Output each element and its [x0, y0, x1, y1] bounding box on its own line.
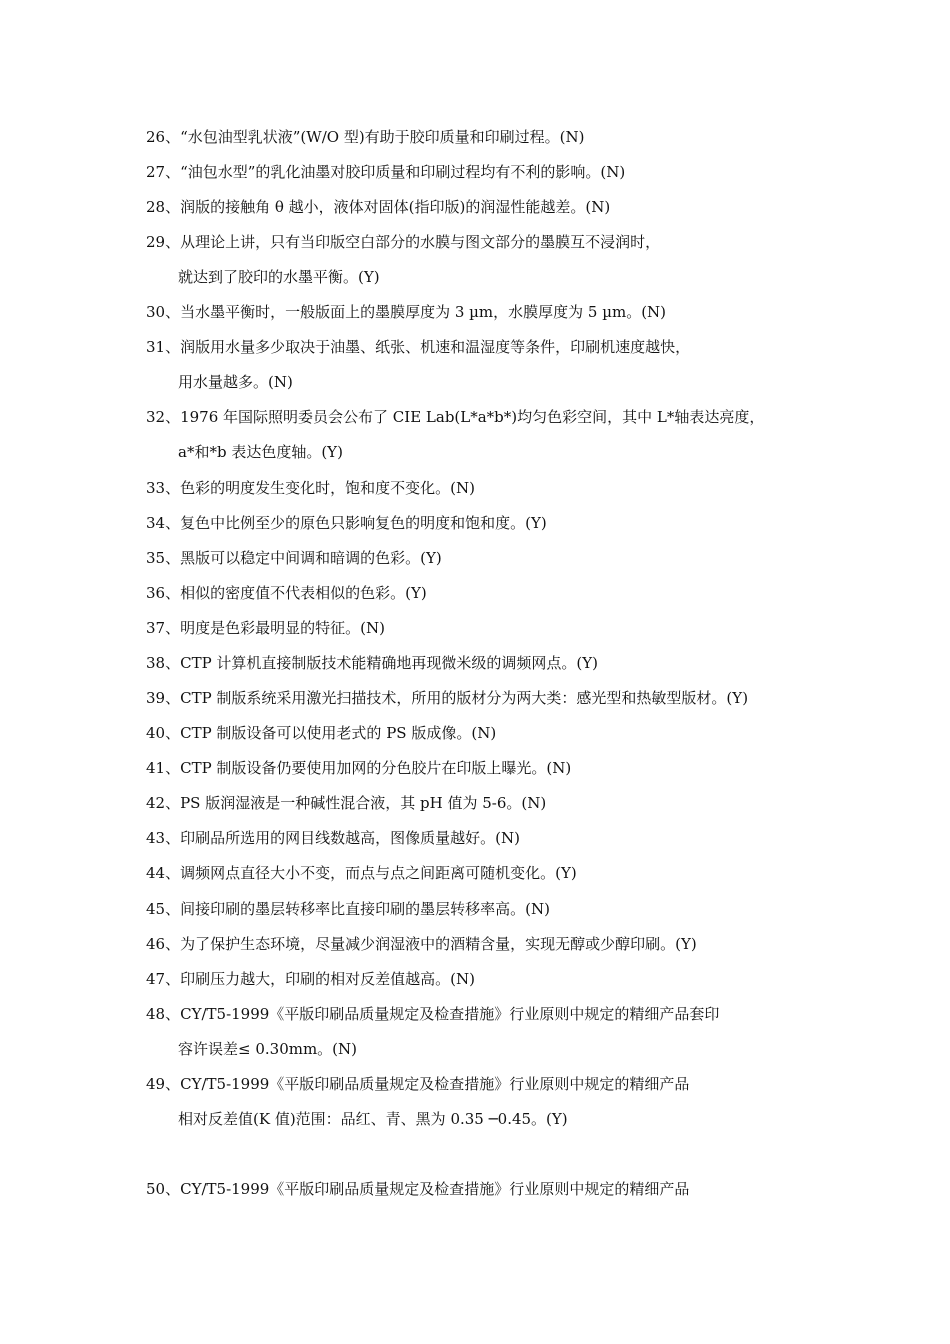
- question-38: 38、CTP 计算机直接制版技术能精确地再现微米级的调频网点。(Y): [146, 654, 599, 672]
- question-42: 42、PS 版润湿液是一种碱性混合液，其 pH 值为 5-6。(N): [146, 794, 547, 812]
- question-40: 40、CTP 制版设备可以使用老式的 PS 版成像。(N): [146, 724, 497, 742]
- question-48: 48、CY/T5-1999《平版印刷品质量规定及检查措施》行业原则中规定的精细产品套印: [146, 1005, 720, 1023]
- question-29: 29、从理论上讲，只有当印版空白部分的水膜与图文部分的墨膜互不浸润时，: [146, 233, 661, 251]
- question-36: 36、相似的密度值不代表相似的色彩。(Y): [146, 584, 427, 602]
- question-34: 34、复色中比例至少的原色只影响复色的明度和饱和度。(Y): [146, 514, 547, 532]
- question-35: 35、黑版可以稳定中间调和暗调的色彩。(Y): [146, 549, 442, 567]
- question-27: 27、“油包水型”的乳化油墨对胶印质量和印刷过程均有不利的影响。(N): [146, 163, 626, 181]
- question-50: 50、CY/T5-1999《平版印刷品质量规定及检查措施》行业原则中规定的精细产品: [146, 1180, 690, 1198]
- question-37: 37、明度是色彩最明显的特征。(N): [146, 619, 385, 637]
- question-33: 33、色彩的明度发生变化时，饱和度不变化。(N): [146, 479, 475, 497]
- question-32: 32、1976 年国际照明委员会公布了 CIE Lab(L*a*b*)均匀色彩空间，其中 L*轴表达亮度，: [146, 408, 765, 426]
- question-47: 47、印刷压力越大，印刷的相对反差值越高。(N): [146, 970, 475, 988]
- question-39: 39、CTP 制版系统采用激光扫描技术，所用的版材分为两大类：感光型和热敏型版材。(Y): [146, 689, 749, 707]
- question-31: 31、润版用水量多少取决于油墨、纸张、机速和温湿度等条件，印刷机速度越快，: [146, 338, 691, 356]
- question-31-continuation: 用水量越多。(N): [178, 373, 293, 391]
- question-44: 44、调频网点直径大小不变，而点与点之间距离可随机变化。(Y): [146, 864, 577, 882]
- question-28: 28、润版的接触角 θ 越小，液体对固体(指印版)的润湿性能越差。(N): [146, 198, 611, 216]
- question-29-continuation: 就达到了胶印的水墨平衡。(Y): [178, 268, 380, 286]
- question-43: 43、印刷品所选用的网目线数越高，图像质量越好。(N): [146, 829, 520, 847]
- question-45: 45、间接印刷的墨层转移率比直接印刷的墨层转移率高。(N): [146, 900, 550, 918]
- question-49-continuation: 相对反差值(K 值)范围：品红、青、黑为 0.35 ─0.45。(Y): [178, 1110, 568, 1128]
- question-48-continuation: 容许误差≤ 0.30mm。(N): [178, 1040, 358, 1058]
- question-30: 30、当水墨平衡时，一般版面上的墨膜厚度为 3 µm，水膜厚度为 5 µm。(N): [146, 303, 667, 321]
- question-49: 49、CY/T5-1999《平版印刷品质量规定及检查措施》行业原则中规定的精细产品: [146, 1075, 690, 1093]
- question-41: 41、CTP 制版设备仍要使用加网的分色胶片在印版上曝光。(N): [146, 759, 572, 777]
- question-46: 46、为了保护生态环境，尽量减少润湿液中的酒精含量，实现无醇或少醇印刷。(Y): [146, 935, 697, 953]
- question-26: 26、“水包油型乳状液”(W/O 型)有助于胶印质量和印刷过程。(N): [146, 128, 585, 146]
- question-32-continuation: a*和*b 表达色度轴。(Y): [178, 443, 343, 461]
